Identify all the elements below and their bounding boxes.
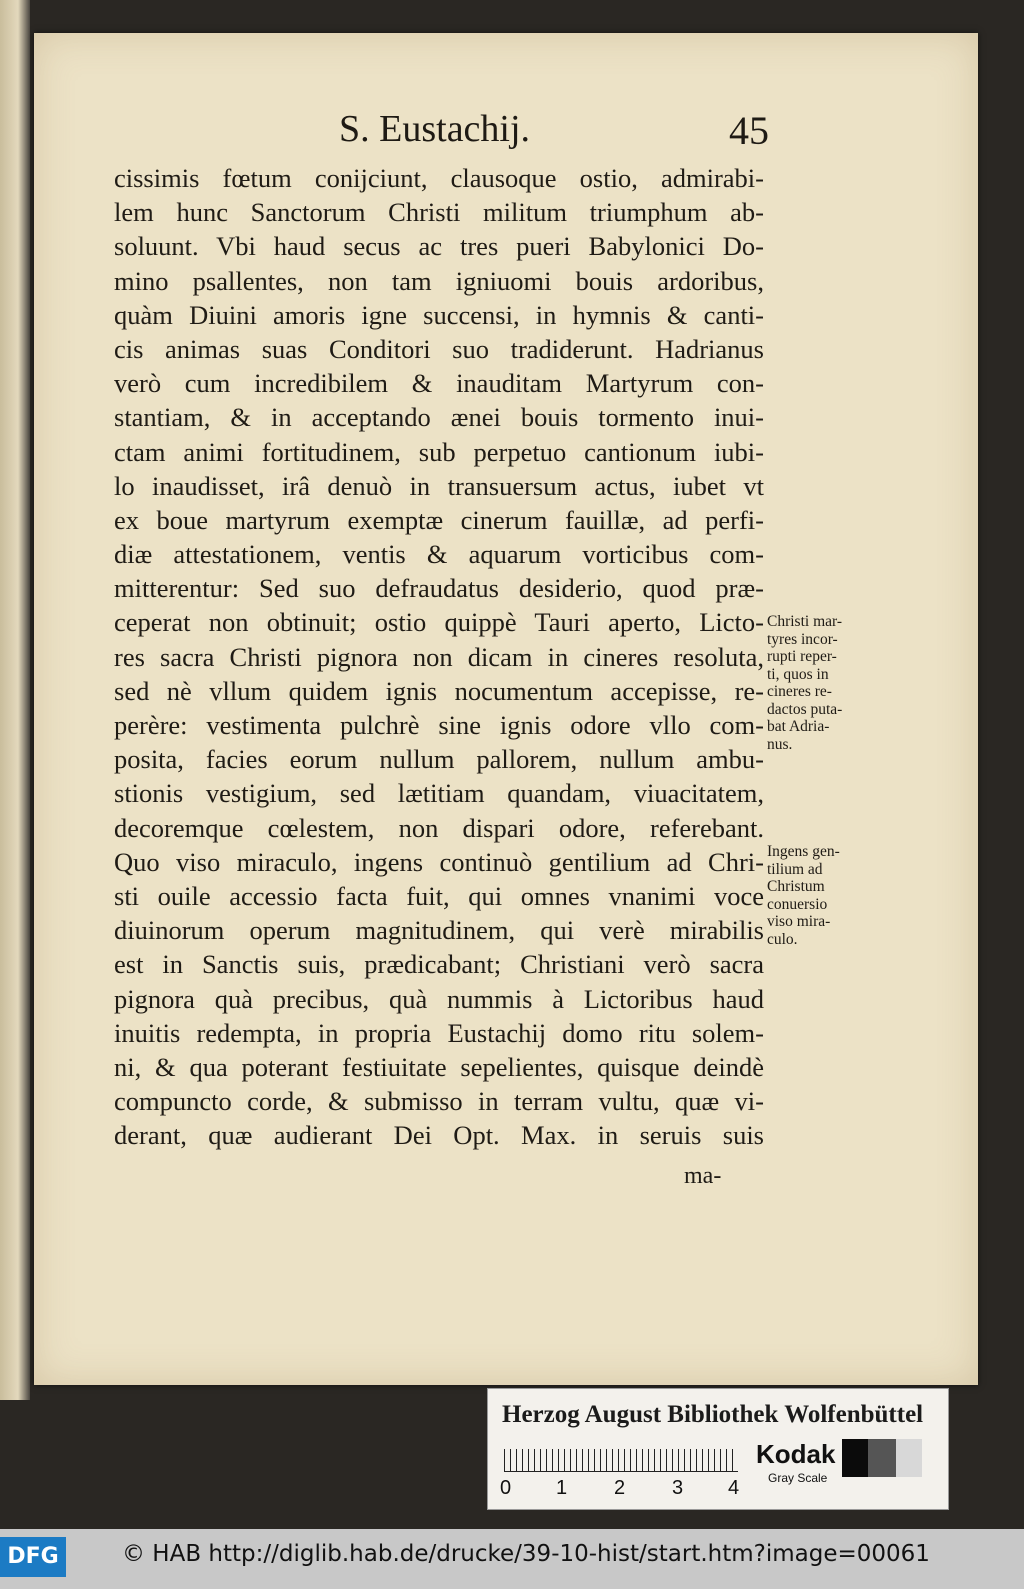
text-line: stionis vestigium, sed lætitiam quandam, viuacitatem,: [114, 778, 764, 809]
marginal-note-line: Christum: [767, 878, 825, 895]
adjacent-page-edge: [0, 0, 30, 1400]
gray-swatch-mid: [868, 1439, 896, 1477]
text-line: decoremque cœlestem, non dispari odore, referebant.: [114, 812, 764, 843]
marginal-note-line: culo.: [767, 930, 798, 948]
copyright-link[interactable]: © HAB http://diglib.hab.de/drucke/39-10-hist/start.htm?image=00061: [122, 1541, 930, 1567]
text-line: stantiam, & in acceptando æneі bouis tormento inui-: [114, 402, 764, 433]
body-text: [114, 161, 764, 1152]
ruler-number: 1: [556, 1477, 568, 1499]
text-line: ni, & qua poterant festiuitate sepelientes, quisque deindè: [114, 1051, 764, 1082]
marginal-note-line: bat Adria-: [767, 718, 830, 735]
text-line: sti ouile accessio facta fuit, qui omnes vnanimi voce: [114, 880, 764, 911]
marginal-note: [767, 843, 877, 948]
text-line: derant, quæ audierant Dei Opt. Max. in seruis suis: [114, 1120, 764, 1151]
kodak-logo: Kodak: [756, 1439, 836, 1469]
marginal-note-line: tyres incor-: [767, 630, 838, 648]
text-line: quàm Diuini amoris igne succensi, in hymnis & canti-: [114, 299, 764, 330]
text-line: pignora quà precibus, quà nummis à Lictoribus haud: [114, 983, 764, 1014]
marginal-note-line: Ingens gen-: [767, 843, 840, 860]
text-line: diæ attestationem, ventis & aquarum vorticibus com-: [114, 539, 764, 570]
ruler-number: 4: [728, 1477, 740, 1499]
marginal-note-line: dactos puta-: [767, 700, 843, 718]
text-line: lo inaudisset, irâ denuò in transuersum actus, iubet vt: [114, 470, 764, 501]
marginal-note-line: cineres re-: [767, 683, 832, 700]
book-page: [34, 33, 978, 1385]
text-line: mino psallentes, non tam igniuomi bouis ardoribus,: [114, 265, 764, 296]
text-line: cissimis fœtum conijciunt, clausoque ostio, admirabi-: [114, 163, 764, 193]
marginal-note-line: ti, quos in: [767, 665, 829, 683]
text-line: Quo viso miraculo, ingens continuò gentilium ad Chri-: [114, 846, 764, 877]
text-line: posita, facies eorum nullum pallorem, nullum ambu-: [114, 744, 764, 775]
marginal-note: [767, 613, 877, 753]
gray-scale-label: Gray Scale: [768, 1471, 828, 1485]
color-target: [487, 1388, 949, 1510]
text-line: mitterentur: Sed suo defraudatus desiderio, quod præ-: [114, 573, 764, 604]
catchword: ma-: [684, 1163, 722, 1189]
running-title: S. Eustachij.: [339, 108, 531, 150]
page-number: 45: [729, 108, 769, 153]
measurement-ruler: [504, 1441, 738, 1472]
dfg-logo: DFG: [0, 1537, 66, 1577]
footer-bar: [0, 1529, 1024, 1589]
gray-swatch-light: [896, 1439, 922, 1477]
ruler-number: 0: [500, 1477, 512, 1499]
marginal-note-line: conuersio: [767, 895, 828, 913]
ruler-number: 3: [672, 1477, 684, 1499]
text-line: inuitis redempta, in propria Eustachij domo ritu solem-: [114, 1017, 764, 1048]
text-line: soluunt. Vbi haud secus ac tres pueri Babylonici Do-: [114, 231, 764, 262]
gray-swatch-black: [842, 1439, 868, 1477]
text-line: ceperat non obtinuit; ostio quippè Tauri aperto, Licto-: [114, 607, 764, 638]
ruler-number: 2: [614, 1477, 626, 1499]
text-line: compuncto corde, & submisso in terram vultu, quæ vi-: [114, 1086, 764, 1117]
text-line: verò cum incredibilem & inauditam Martyrum con-: [114, 368, 764, 399]
text-line: perère: vestimenta pulchrè sine ignis odore vllo com-: [114, 710, 764, 740]
text-line: cis animas suas Conditori suo tradiderunt. Hadrianus: [114, 333, 764, 364]
text-line: ex boue martyrum exemptæ cinerum fauillæ, ad perfi-: [114, 504, 764, 535]
library-name: Herzog August Bibliothek Wolfenbüttel: [502, 1401, 924, 1428]
text-line: res sacra Christi pignora non dicam in cineres resoluta,: [114, 641, 764, 672]
text-line: sed nè vllum quidem ignis nocumentum accepisse, re-: [114, 675, 764, 706]
marginal-note-line: tilium ad: [767, 860, 823, 878]
marginal-note-line: Christi mar-: [767, 613, 843, 630]
text-line: est in Sanctis suis, prædicabant; Christiani verò sacra: [114, 949, 764, 980]
marginal-note-line: nus.: [767, 735, 793, 753]
marginal-note-line: rupti reper-: [767, 648, 837, 665]
marginal-note-line: viso mira-: [767, 913, 831, 930]
text-line: lem hunc Sanctorum Christi militum triumphum ab-: [114, 197, 764, 228]
text-line: ctam animi fortitudinem, sub perpetuo cantionum iubi-: [114, 436, 764, 467]
text-line: diuinorum operum magnitudinem, qui verè mirabilis: [114, 915, 764, 946]
